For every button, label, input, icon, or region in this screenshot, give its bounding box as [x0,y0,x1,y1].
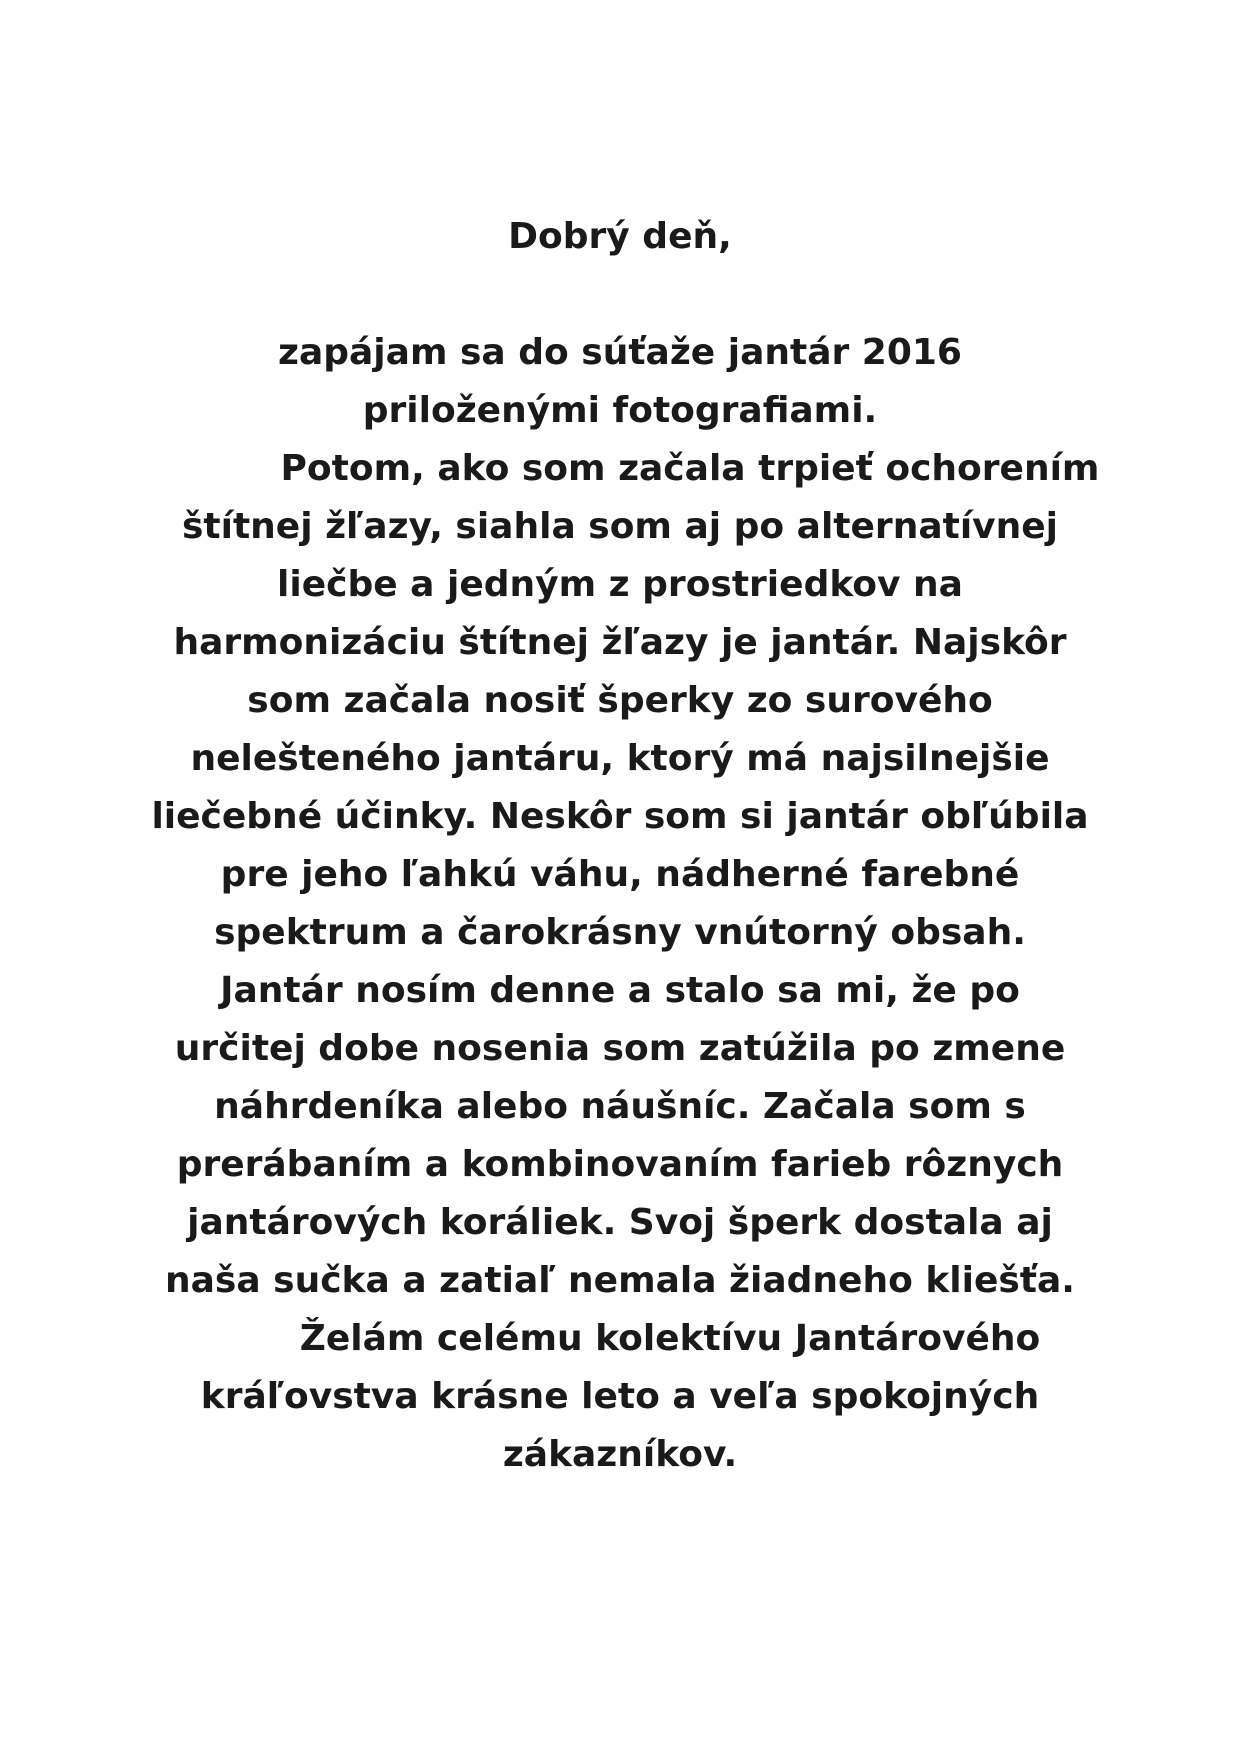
letter-line-10: pre jeho ľahkú váhu, nádherné farebné [220,854,1020,895]
greeting: Dobrý deň, [508,216,732,257]
letter-line-12: Jantár nosím denne a stalo sa mi, že po [220,970,1020,1011]
letter-line-2: priloženými fotografiami. [362,390,878,431]
letter-line-15: prerábaním a kombinovaním farieb rôznych [176,1144,1064,1185]
letter-line-1: zapájam sa do súťaže jantár 2016 [278,332,962,373]
letter-line-6: harmonizáciu štítnej žľazy je jantár. Najskôr [173,622,1067,663]
letter-line-20: zákazníkov. [502,1434,738,1475]
letter-line-14: náhrdeníka alebo náušníc. Začala som s [214,1086,1026,1127]
letter-line-18: Želám celému kolektívu Jantárového [299,1318,1041,1359]
letter-body [120,208,1120,1484]
letter-line-16: jantárových koráliek. Svoj šperk dostala aj [187,1202,1053,1243]
letter-line-19: kráľovstva krásne leto a veľa spokojných [200,1376,1040,1417]
letter-line-9: liečebné účinky. Neskôr som si jantár obľúbila [151,796,1089,837]
letter-line-13: určitej dobe nosenia som zatúžila po zmene [174,1028,1066,1069]
letter-line-4: štítnej žľazy, siahla som aj po alternatívnej [181,506,1059,547]
letter-line-11: spektrum a čarokrásny vnútorný obsah. [214,912,1026,953]
letter-line-8: nelešteného jantáru, ktorý má najsilnejšie [190,738,1050,779]
letter-line-17: naša sučka a zatiaľ nemala žiadneho kliešťa. [164,1260,1075,1301]
letter-line-7: som začala nosiť šperky zo surového [247,680,993,721]
letter-line-3: Potom, ako som začala trpieť ochorením [280,448,1100,489]
letter-line-5: liečbe a jedným z prostriedkov na [277,564,963,605]
